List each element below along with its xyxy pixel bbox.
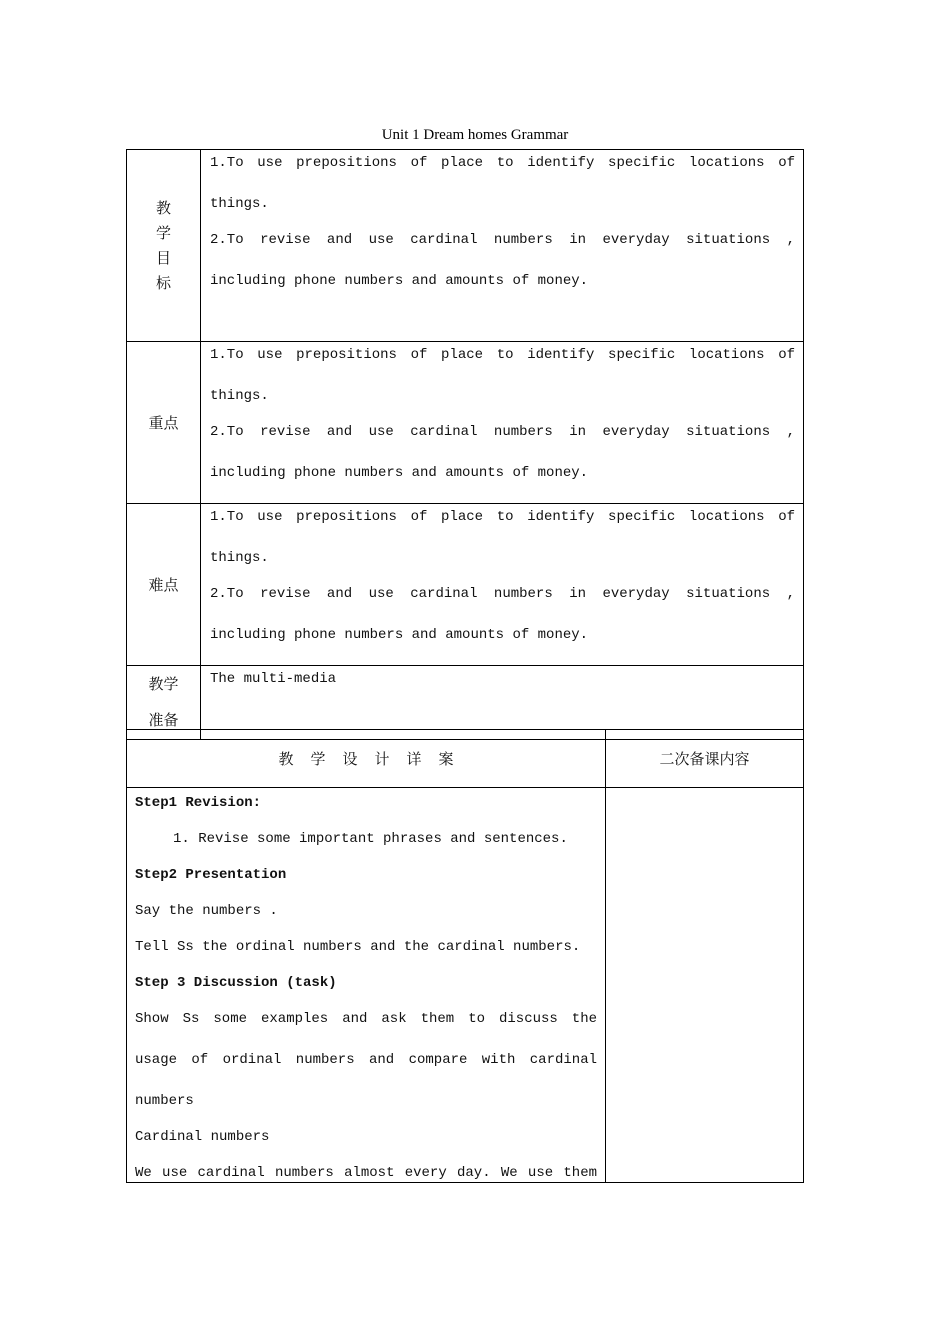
key-points-line: 1.To use prepositions of place to identify specific locations of <box>210 347 795 363</box>
objectives-line: including phone numbers and amounts of money. <box>210 273 589 289</box>
objectives-line: 2.To revise and use cardinal numbers in everyday situations , <box>210 232 795 248</box>
design-body-row <box>127 788 804 1183</box>
objectives-row <box>127 150 804 342</box>
objectives-line: things. <box>210 196 269 212</box>
design-header-left <box>127 730 606 788</box>
difficulties-label: 难点 <box>127 504 201 666</box>
difficulties-line: including phone numbers and amounts of money. <box>210 627 589 643</box>
preparation-text: The multi-media <box>210 671 337 687</box>
step-heading: Step2 Presentation <box>135 867 287 883</box>
design-body-right <box>606 788 804 1183</box>
key-points-line: 2.To revise and use cardinal numbers in everyday situations , <box>210 424 795 440</box>
objectives-line: 1.To use prepositions of place to identify specific locations of <box>210 155 795 171</box>
design-line: usage of ordinal numbers and compare with cardinal <box>135 1052 597 1068</box>
design-line: Show Ss some examples and ask them to discuss the <box>135 1011 597 1027</box>
design-table <box>126 729 804 1183</box>
difficulties-line: things. <box>210 550 269 566</box>
design-header-left-text: 教学设计详案 <box>278 750 471 768</box>
difficulties-line: 2.To revise and use cardinal numbers in everyday situations , <box>210 586 795 602</box>
preparation-label-line: 教学 <box>148 675 179 693</box>
key-points-line: things. <box>210 388 269 404</box>
objectives-label <box>127 150 201 342</box>
design-header-right: 二次备课内容 <box>606 730 804 788</box>
step-heading: Step1 Revision: <box>135 795 262 811</box>
design-header-row <box>127 730 804 788</box>
objectives-label-char: 目 <box>155 248 171 267</box>
difficulties-line: 1.To use prepositions of place to identify specific locations of <box>210 509 795 525</box>
key-points-content <box>201 342 804 504</box>
key-points-label: 重点 <box>127 342 201 504</box>
preparation-label-line: 准备 <box>148 711 179 729</box>
objectives-label-char: 教 <box>155 198 171 217</box>
design-body-left <box>127 788 606 1183</box>
lesson-info-table <box>126 149 804 740</box>
design-line: numbers <box>135 1093 194 1109</box>
objectives-label-char: 学 <box>155 223 171 242</box>
design-line: 1. Revise some important phrases and sentences. <box>173 831 568 847</box>
objectives-content <box>201 150 804 342</box>
difficulties-content <box>201 504 804 666</box>
design-line: Tell Ss the ordinal numbers and the cardinal numbers. <box>135 939 581 955</box>
difficulties-row <box>127 504 804 666</box>
key-points-line: including phone numbers and amounts of money. <box>210 465 589 481</box>
key-points-row <box>127 342 804 504</box>
design-line: Say the numbers . <box>135 903 278 919</box>
objectives-label-char: 标 <box>155 273 171 292</box>
design-line: Cardinal numbers <box>135 1129 270 1145</box>
step-heading: Step 3 Discussion (task) <box>135 975 337 991</box>
page-title: Unit 1 Dream homes Grammar <box>381 127 569 143</box>
design-line: We use cardinal numbers almost every day. We use them <box>135 1165 597 1181</box>
